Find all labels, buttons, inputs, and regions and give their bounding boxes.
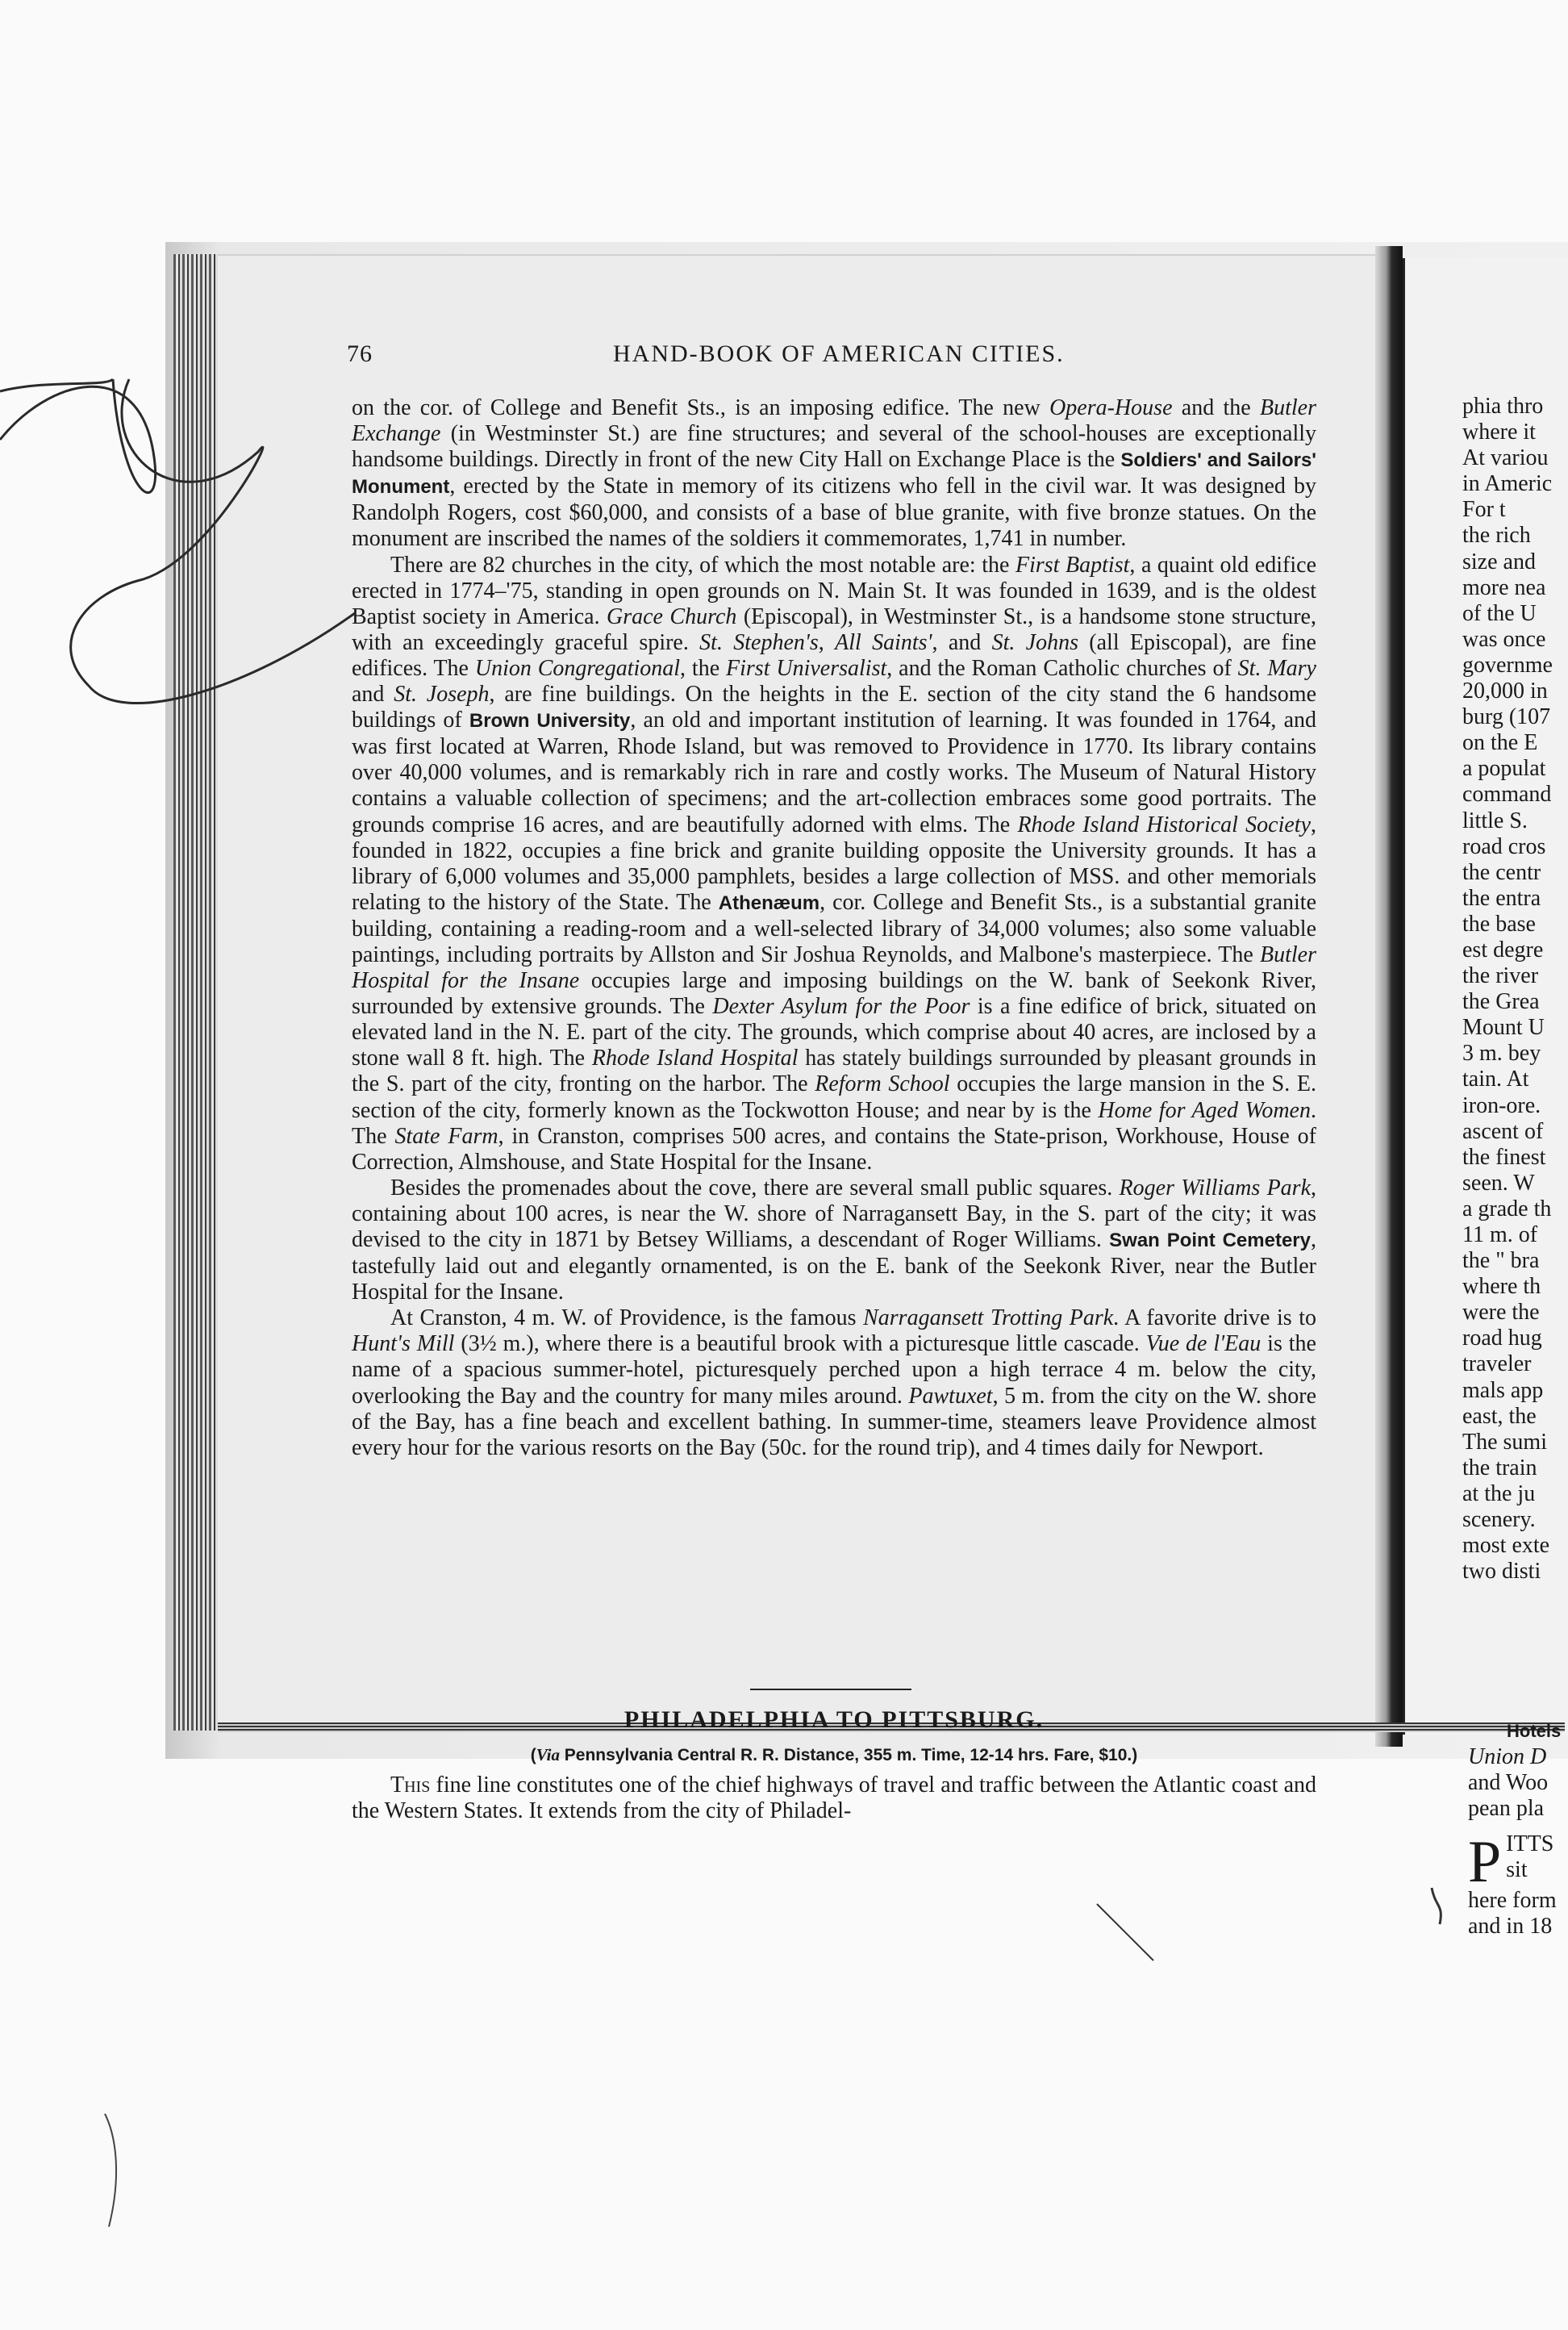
right-page-line: 3 m. bey [1462, 1041, 1541, 1067]
text-run: and the [1172, 395, 1260, 420]
right-page-line: the train [1462, 1455, 1537, 1480]
italic-run: St. Mary [1237, 655, 1316, 681]
right-page-line: The sumi [1462, 1429, 1547, 1455]
text-run: . The [352, 1097, 1316, 1149]
right-page-line: where it [1462, 420, 1536, 445]
text-run: Besides the promenades about the cove, there are several small public squares. [390, 1175, 1120, 1200]
right-page-line: in Americ [1462, 471, 1553, 497]
right-page-line: size and [1462, 549, 1536, 574]
right-page-line: mals app [1462, 1377, 1544, 1403]
text-run: There are 82 churches in the city, of which the most notable are: the [390, 552, 1016, 578]
italic-run: All Saints' [835, 629, 932, 655]
right-page-line: tain. At [1462, 1067, 1529, 1092]
right-page-lower [1468, 1718, 1568, 1940]
italic-run: St. Stephen's [699, 629, 819, 655]
italic-run: St. Joseph [394, 682, 490, 708]
text-run: (all Episcopal), are fine edifices. The [352, 629, 1316, 681]
pitts-line: ITTS [1506, 1831, 1554, 1856]
right-page-line: the river [1462, 963, 1539, 989]
italic-run: State Farm [394, 1123, 498, 1149]
right-page-line: the entra [1462, 885, 1541, 911]
body-text [352, 395, 1316, 1461]
right-page-line: traveler [1462, 1351, 1532, 1377]
text-run: At Cranston, 4 m. W. of Providence, is the famous [390, 1305, 864, 1331]
italic-run: Rhode Island Hospital [591, 1046, 799, 1071]
italic-run: Narragansett Trotting Park [863, 1305, 1114, 1331]
page-edges [173, 254, 218, 1731]
text-run: , are fine buildings. On the heights in the E. section of the city stand the 6 handsome buildings of [352, 682, 1316, 733]
book-title: HAND-BOOK OF AMERICAN CITIES. [613, 340, 1065, 367]
text-run: , and the Roman Catholic churches of [886, 655, 1238, 681]
right-page-line: the base [1462, 911, 1536, 937]
hotel-line: pean pla [1468, 1796, 1545, 1821]
text-run: , founded in 1822, occupies a fine brick and granite building opposite the University grounds. It has a library of 6,000 volumes and 35,000 pamphlets, besides a large collection of MSS. and other memorials relating to the history of the State. The [352, 812, 1316, 915]
pitts-line: and in 18 [1468, 1914, 1553, 1939]
paragraph-4 [352, 1305, 1316, 1461]
text-run: and [352, 682, 394, 708]
running-head [347, 340, 1315, 373]
right-page-line: Mount U [1462, 1015, 1545, 1041]
text-run: , containing about 100 acres, is near the W. shore of Narragansett Bay, in the S. part of the city; it was devised to the city in 1871 by Betsey Williams, a descendant of Roger Williams. [352, 1175, 1317, 1252]
italic-run: Reform School [815, 1071, 950, 1097]
right-page-line: the Grea [1462, 989, 1540, 1015]
right-page-line: of the U [1462, 600, 1537, 626]
italic-run: Dexter Asylum for the Poor [712, 994, 970, 1020]
hotels-label: Hotels [1507, 1721, 1562, 1741]
section-rule [750, 1689, 911, 1690]
bold-run: Swan Point Cemetery [1109, 1230, 1311, 1251]
italic-run: Roger Williams Park [1119, 1175, 1312, 1200]
text-run: is the name of a spacious summer-hotel, picturesquely perched upon a high terrace 4 m. below the city, overlooking the Bay and the country for many miles around. [352, 1331, 1316, 1409]
right-page-line: iron-ore. [1462, 1092, 1541, 1118]
right-page-line: governme [1462, 652, 1553, 678]
text-run: on the cor. of College and Benefit Sts., is an imposing edifice. The new [352, 395, 1050, 420]
text-run: (Episcopal), in Westminster St., is a handsome stone structure, with an exceedingly graceful spire. [352, 603, 1316, 655]
paragraph-3 [352, 1175, 1316, 1305]
right-page-line: 20,000 in [1462, 679, 1548, 704]
intro-paragraph [352, 1773, 1316, 1824]
italic-run: Opera-House [1049, 395, 1173, 420]
text-run: , an old and important institution of learning. It was founded in 1764, and was first located at Warren, Rhode Island, but was removed to Providence in 1770. Its library contains over 40,000 volumes, and is remarkably rich in rare and costly works. The Museum of Natural History contains a valuable collection of specimens; and the art-collection embraces some good portraits. The grounds comprise 16 acres, and are beautifully adorned with elms. The [352, 708, 1317, 837]
text-run: , a quaint old edifice erected in 1774–'75, standing in open grounds on N. Main St. It was founded in 1639, and is the oldest Baptist society in America. [352, 552, 1316, 629]
right-page-line: the rich [1462, 523, 1531, 549]
right-page-line: where th [1462, 1274, 1541, 1300]
book-spine [1375, 246, 1403, 1747]
italic-run: Butler Hospital for the Insane [352, 942, 1316, 994]
right-page-line: at the ju [1462, 1480, 1536, 1506]
right-page-line: a grade th [1462, 1196, 1552, 1221]
text-run: , tastefully laid out and elegantly ornamented, is on the E. bank of the Seekonk River, near the Butler Hospital for the Insane. [352, 1227, 1316, 1305]
right-page-line: little S. [1462, 808, 1528, 833]
italic-run: St. Johns [991, 629, 1078, 655]
right-page-line: two disti [1462, 1559, 1541, 1585]
section-intro [352, 1773, 1316, 1824]
italic-run: Butler Exchange [352, 395, 1316, 447]
text-run: (3½ m.), where there is a beautiful brook with a picturesque little cascade. [454, 1331, 1146, 1357]
pitts-line: sit [1506, 1857, 1528, 1882]
right-page-line: seen. W [1462, 1170, 1535, 1196]
italic-run: Pawtuxet [908, 1383, 993, 1409]
italic-run: Hunt's Mill [352, 1331, 455, 1357]
text-run: , erected by the State in memory of its citizens who fell in the civil war. It was designed by Randolph Rogers, cost $60,000, and consists of a base of blue granite, with five bronze statues. On the monument are inscribed the names of the soldiers it commemorates, 1,741 in number. [352, 474, 1316, 552]
section-title: PHILADELPHIA TO PITTSBURG. [623, 1706, 1045, 1733]
right-page-line: command [1462, 782, 1552, 808]
right-page-line: scenery. [1462, 1507, 1536, 1533]
text-run: has stately buildings surrounded by pleasant grounds in the S. part of the city, fronting on the harbor. The [352, 1046, 1317, 1097]
text-run: , cor. College and Benefit Sts., is a substantial granite building, containing a reading-room and a well-selected library of 34,000 volumes; also some valuable paintings, including portraits by Allston and Sir Joshua Reynolds, and Malbone's masterpiece. The [352, 889, 1316, 967]
right-page-line: At variou [1462, 445, 1549, 471]
route-paren: ( [530, 1746, 536, 1764]
route-details: Pennsylvania Central R. R. Distance, 355 m. Time, 12-14 hrs. Fare, $10.) [559, 1746, 1138, 1764]
paragraph-1 [352, 395, 1316, 553]
right-page-line: ascent of [1462, 1118, 1544, 1144]
right-page-line: on the E [1462, 730, 1538, 756]
bold-run: Athenæum [718, 891, 820, 914]
right-page-line: more nea [1462, 574, 1546, 600]
route-info [352, 1745, 1316, 1765]
right-page-line: est degre [1462, 937, 1544, 962]
right-page-line: were the [1462, 1300, 1540, 1326]
hotel-line: Union D [1468, 1744, 1547, 1769]
intro-text: fine line constitutes one of the chief highways of travel and traffic between the Atlantic coast and the Western States. It extends from the city of Philadel- [352, 1773, 1316, 1823]
route-via: Via [536, 1745, 560, 1764]
right-page-line: For t [1462, 497, 1506, 523]
italic-run: Grace Church [607, 603, 737, 629]
italic-run: Rhode Island Historical Society [1017, 812, 1311, 837]
right-page-text [1462, 394, 1568, 1585]
paragraph-2 [352, 553, 1316, 1175]
bold-run: Brown University [469, 710, 631, 733]
bold-run: Soldiers' and Sailors' Monument [352, 449, 1317, 499]
page-number: 76 [347, 340, 373, 367]
text-run: , 5 m. from the city on the W. shore of the Bay, has a fine beach and excellent bathing. In summer-time, steamers leave Providence almost every hour for the various resorts on the Bay (50c. for the round trip), and 4 times daily for Newport. [352, 1383, 1316, 1460]
text-run: occupies the large mansion in the S. E. section of the city, formerly known as the Tockwotton House; and near by is the [352, 1071, 1316, 1123]
text-run: . A favorite drive is to [1113, 1305, 1316, 1331]
text-run: , [818, 629, 836, 655]
right-page-line: burg (107 [1462, 704, 1551, 730]
italic-run: Vue de l'Eau [1145, 1331, 1261, 1357]
right-page-line: road cros [1462, 833, 1546, 859]
right-page-line: the finest [1462, 1144, 1546, 1170]
right-page-line: road hug [1462, 1326, 1542, 1351]
italic-run: First Universalist [726, 655, 887, 681]
text-run: (in Westminster St.) are fine structures; and several of the school-houses are exceptionally handsome buildings. Directly in front of the new City Hall on Exchange Place is the [352, 421, 1316, 473]
text-run: occupies large and imposing buildings on the W. bank of Seekonk River, surrounded by extensive grounds. The [352, 968, 1316, 1020]
hotel-line: and Woo [1468, 1770, 1549, 1795]
text-run: , in Cranston, comprises 500 acres, and contains the State-prison, Workhouse, House of Correction, Almshouse, and State Hospital for the Insane. [352, 1123, 1317, 1175]
right-page-line: the centr [1462, 859, 1541, 885]
italic-run: First Baptist [1015, 552, 1130, 578]
italic-run: Home for Aged Women [1098, 1097, 1311, 1123]
italic-run: Union Congregational [474, 655, 681, 681]
text-run: , the [680, 655, 727, 681]
intro-lead: This [390, 1773, 431, 1798]
right-page-line: 11 m. of [1462, 1222, 1538, 1247]
right-page-line: a populat [1462, 756, 1546, 782]
right-page-line: most exte [1462, 1533, 1550, 1559]
right-page-line: phia thro [1462, 394, 1544, 419]
text-run: , and [932, 629, 992, 655]
right-page-line: the " bra [1462, 1248, 1540, 1274]
right-page-line: east, the [1462, 1403, 1537, 1429]
text-run: is a fine edifice of brick, situated on elevated land in the N. E. part of the city. The grounds, which comprise about 40 acres, are inclosed by a stone wall 8 ft. high. The [352, 994, 1316, 1071]
drop-cap: P [1468, 1829, 1502, 1895]
pitts-line: here form [1468, 1888, 1557, 1913]
right-page-line: was once [1462, 626, 1546, 652]
